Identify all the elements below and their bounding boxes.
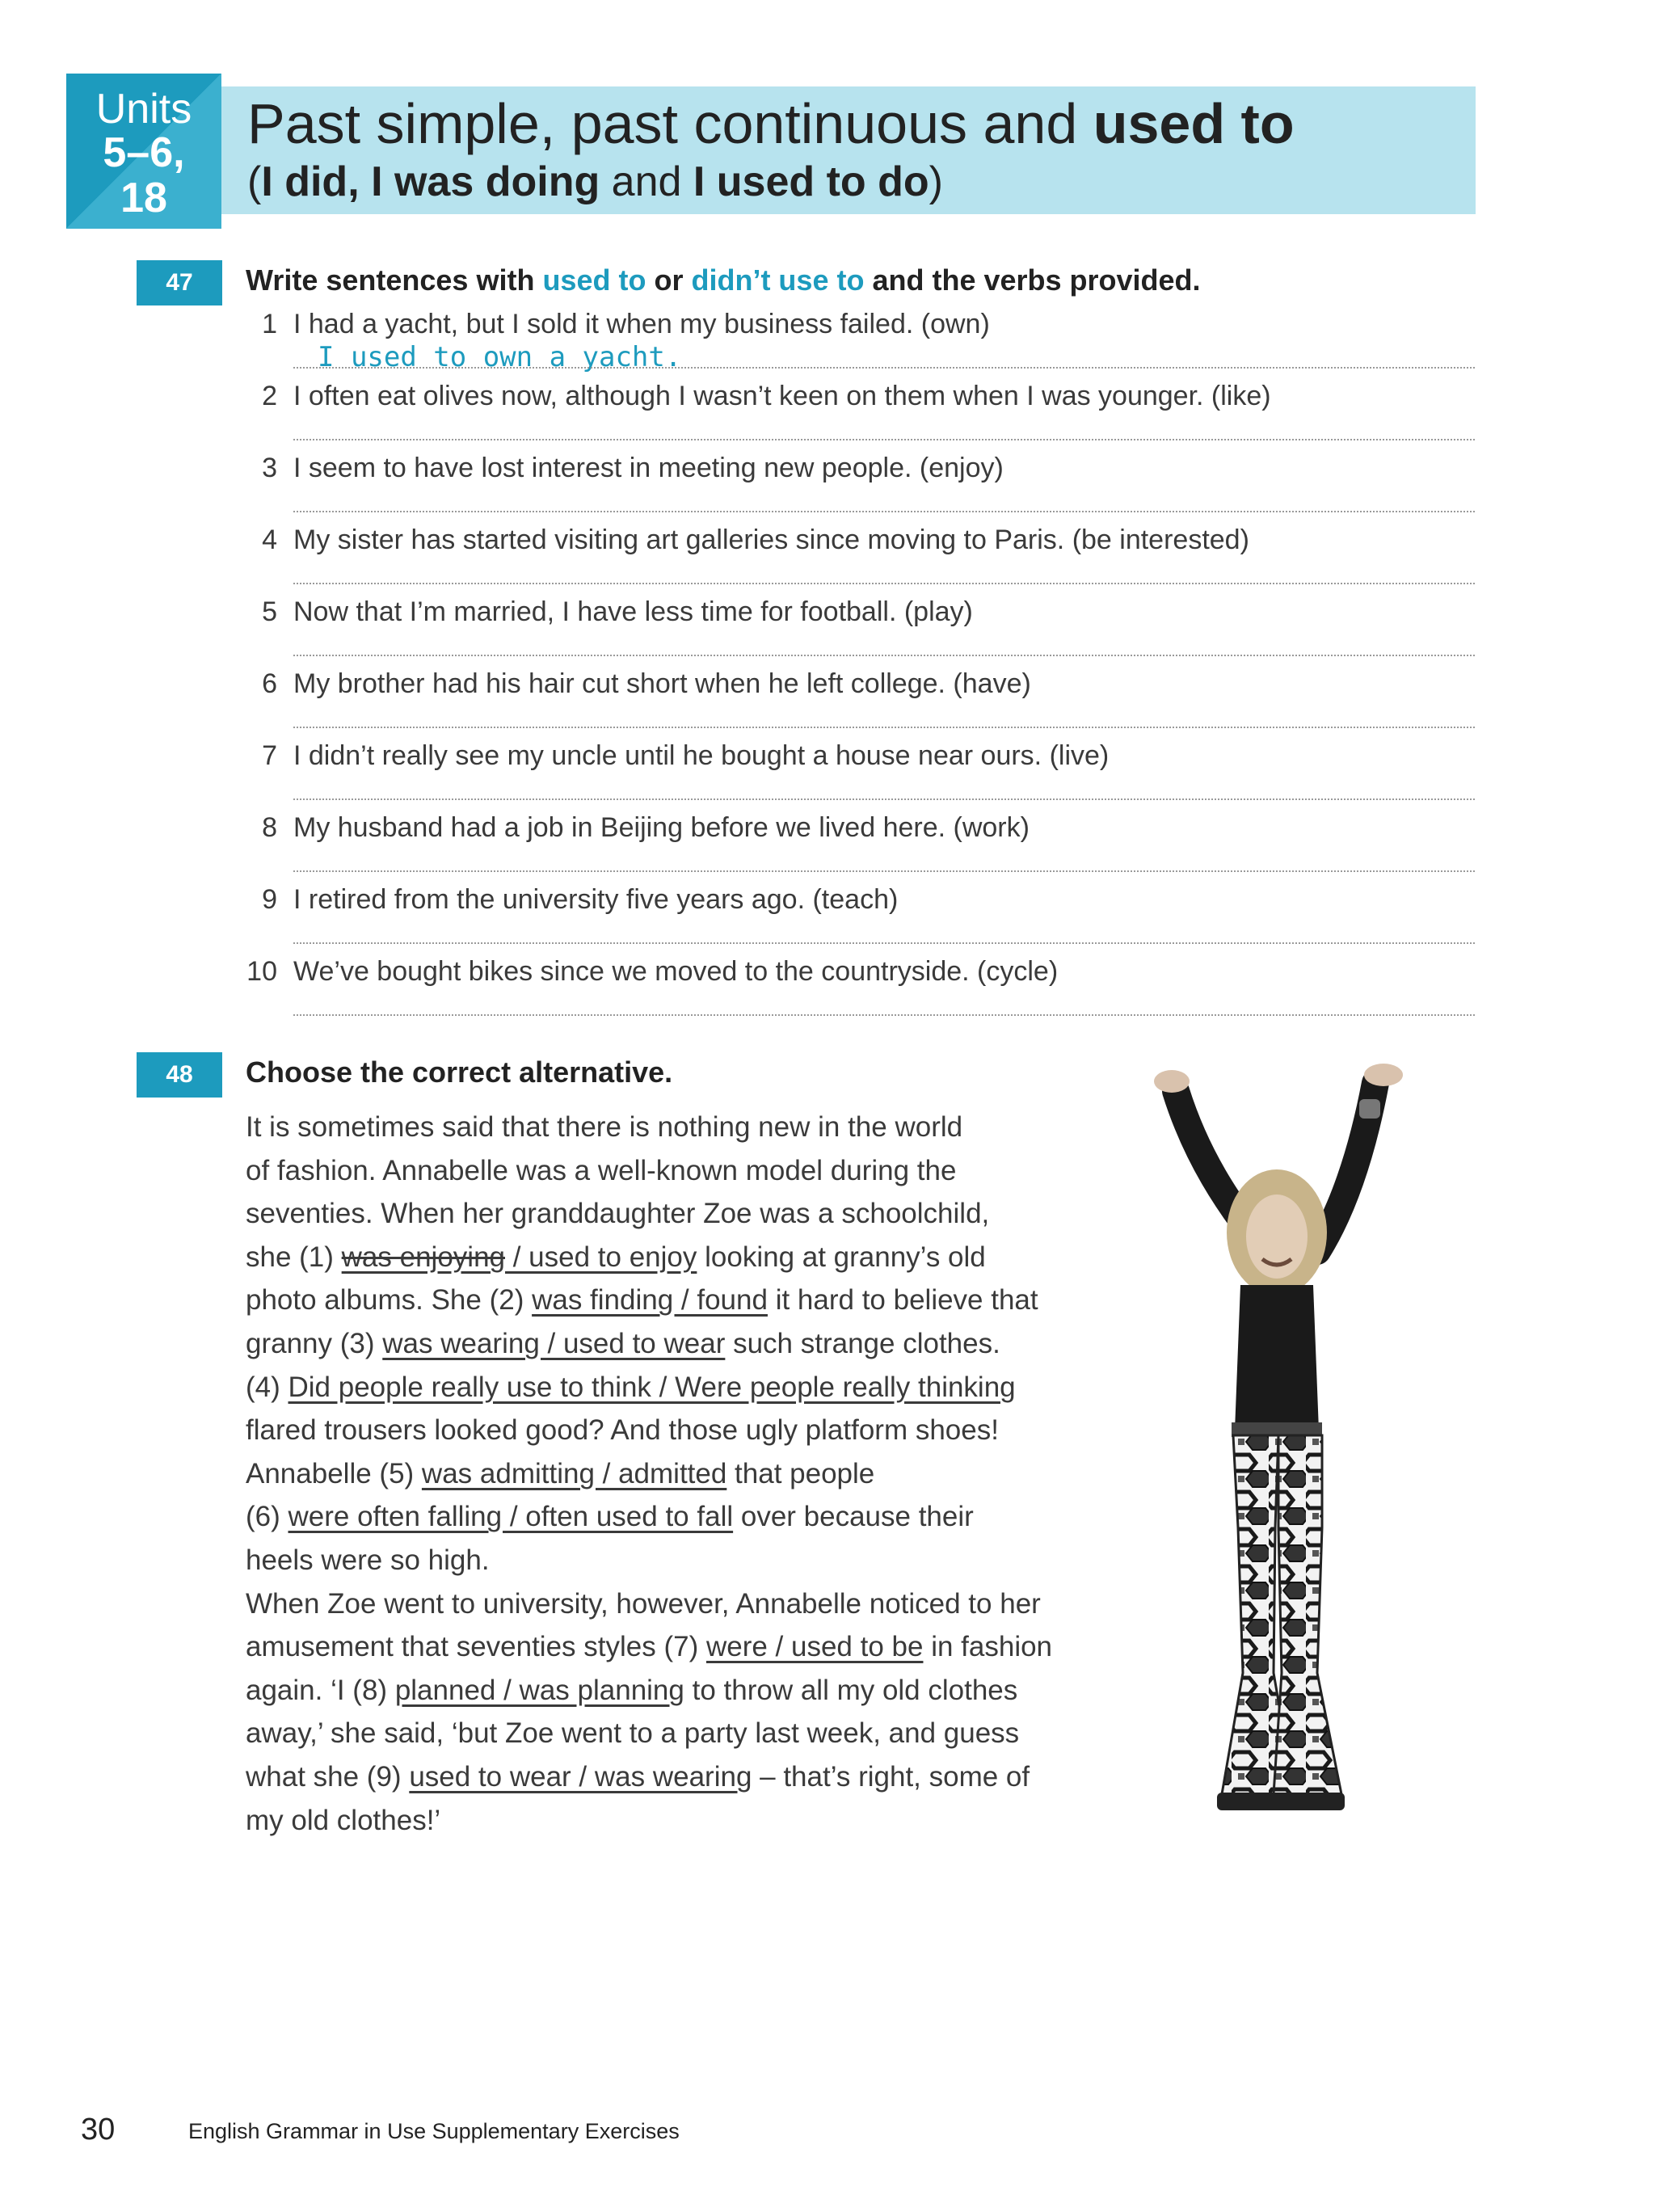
book-title: English Grammar in Use Supplementary Exercises — [188, 2119, 680, 2143]
passage-line — [246, 1755, 1038, 1799]
subtitle-bold-1: I did, I was doing — [261, 158, 600, 205]
units-numbers — [66, 130, 221, 221]
title-band — [221, 86, 1476, 214]
passage-text: in fashion — [923, 1631, 1053, 1663]
passage-text: granny (3) — [246, 1327, 383, 1359]
subtitle-mid: and — [600, 158, 693, 205]
item-prompt: My sister has started visiting art galleries since moving to Paris. (be interested) — [293, 525, 1249, 555]
units-extra: 18 — [120, 175, 167, 221]
item-number: 8 — [262, 812, 277, 843]
passage-text: looking at granny’s old — [697, 1241, 986, 1273]
item-prompt: I seem to have lost interest in meeting new people. (enjoy) — [293, 453, 1004, 483]
passage-line: It is sometimes said that there is nothing new in the world — [246, 1111, 963, 1143]
passage-text: amusement that seventies styles (7) — [246, 1631, 706, 1663]
exercise-47-instruction — [246, 263, 1201, 297]
woman-in-flares-photo — [1083, 1043, 1471, 1835]
passage-line: away,’ she said, ‘but Zoe went to a party last week, and guess — [246, 1717, 1020, 1750]
answer-line[interactable] — [293, 727, 1475, 728]
item-number: 4 — [262, 525, 277, 555]
exercise-item — [246, 309, 1475, 381]
passage-text: it hard to believe that — [767, 1284, 1038, 1317]
passage-line — [246, 1495, 1038, 1539]
exercise-item — [246, 668, 1475, 740]
item-number: 6 — [262, 668, 277, 699]
title-bold: used to — [1093, 92, 1295, 155]
passage-line: heels were so high. — [246, 1544, 490, 1576]
item-prompt: I had a yacht, but I sold it when my business failed. (own) — [293, 309, 990, 339]
passage-text: such strange clothes. — [725, 1327, 1000, 1359]
answer-line[interactable] — [293, 439, 1475, 440]
passage-line — [246, 1322, 1038, 1366]
passage-line — [246, 1279, 1038, 1322]
answer-line[interactable] — [293, 583, 1475, 584]
answer-line[interactable] — [293, 870, 1475, 872]
passage-text: – that’s right, some of — [752, 1760, 1030, 1793]
item-prompt: I didn’t really see my uncle until he bought a house near ours. (live) — [293, 740, 1110, 771]
instr-didnt-use-to: didn’t use to — [691, 263, 865, 297]
instr-text-1: Write sentences with — [246, 263, 543, 297]
passage-line: flared trousers looked good? And those ugly platform shoes! — [246, 1414, 999, 1447]
page-number: 30 — [81, 2113, 116, 2147]
page-subtitle — [247, 158, 943, 206]
units-label: Units — [95, 86, 192, 133]
passage-text: (4) — [246, 1371, 288, 1403]
exercise-48-instruction: Choose the correct alternative. — [246, 1055, 673, 1089]
instr-text-3: and the verbs provided. — [864, 263, 1201, 297]
passage-text: (6) — [246, 1501, 288, 1533]
passage-text: again. ‘I (8) — [246, 1674, 395, 1706]
item-prompt: I often eat olives now, although I wasn’t keen on them when I was younger. (like) — [293, 381, 1271, 411]
passage-line — [246, 1236, 1038, 1279]
passage-line — [246, 1452, 1038, 1496]
passage-line: my old clothes!’ — [246, 1804, 441, 1836]
answer-line[interactable] — [293, 655, 1475, 656]
alternative-2[interactable]: was finding / found — [532, 1284, 768, 1317]
passage-line — [246, 1625, 1053, 1669]
passage-line: When Zoe went to university, however, Annabelle noticed to her — [246, 1587, 1041, 1620]
exercise-48-badge: 48 — [137, 1052, 222, 1098]
answer-line[interactable] — [293, 942, 1475, 944]
passage-line: of fashion. Annabelle was a well-known model during the — [246, 1154, 957, 1186]
exercise-item — [246, 956, 1475, 1028]
alternative-9[interactable]: used to wear / was wearing — [409, 1760, 752, 1793]
alternative-8[interactable]: planned / was planning — [394, 1674, 684, 1706]
item-number: 10 — [246, 956, 277, 987]
item-prompt: Now that I’m married, I have less time for football. (play) — [293, 596, 973, 627]
passage-text: over because their — [733, 1501, 974, 1533]
answer-line[interactable] — [293, 798, 1475, 800]
exercise-item — [246, 812, 1475, 884]
option-text: / used to enjoy — [505, 1241, 697, 1273]
alternative-3[interactable]: was wearing / used to wear — [382, 1327, 726, 1359]
exercise-item — [246, 381, 1475, 453]
alternative-1[interactable] — [342, 1241, 697, 1273]
passage-text: that people — [726, 1457, 875, 1489]
subtitle-open: ( — [247, 158, 262, 205]
exercise-item — [246, 525, 1475, 596]
item-prompt: My brother had his hair cut short when he left college. (have) — [293, 668, 1031, 699]
item-number: 9 — [262, 884, 277, 915]
exercise-item — [246, 740, 1475, 812]
title-plain: Past simple, past continuous and — [247, 92, 1093, 155]
units-range: 5–6, — [103, 129, 185, 176]
alternative-7[interactable]: were / used to be — [705, 1631, 924, 1663]
item-number: 3 — [262, 453, 277, 483]
instr-used-to: used to — [542, 263, 646, 297]
handwritten-answer: I used to own a yacht. — [318, 341, 682, 373]
answer-line[interactable] — [293, 511, 1475, 512]
passage-text: to throw all my old clothes — [684, 1674, 1018, 1706]
passage-text: she (1) — [246, 1241, 342, 1273]
passage-line — [246, 1366, 1038, 1409]
alternative-4[interactable]: Did people really use to think / Were people really thinking — [288, 1371, 1016, 1403]
item-prompt: We’ve bought bikes since we moved to the countryside. (cycle) — [293, 956, 1059, 987]
item-number: 1 — [262, 309, 277, 339]
alternative-6[interactable]: were often falling / often used to fall — [288, 1501, 734, 1533]
passage-text: Annabelle (5) — [246, 1457, 422, 1489]
exercise-48-passage — [246, 1106, 1053, 1842]
item-prompt: My husband had a job in Beijing before we lived here. (work) — [293, 812, 1030, 843]
exercise-item — [246, 884, 1475, 956]
answer-line[interactable] — [293, 367, 1475, 369]
item-number: 7 — [262, 740, 277, 771]
exercise-47-badge: 47 — [137, 260, 222, 305]
passage-line — [246, 1669, 1038, 1713]
item-prompt: I retired from the university five years ago. (teach) — [293, 884, 899, 915]
instr-text-2: or — [646, 263, 692, 297]
item-number: 2 — [262, 381, 277, 411]
answer-line[interactable] — [293, 1014, 1475, 1016]
page-title — [247, 91, 1295, 156]
alternative-5[interactable]: was admitting / admitted — [421, 1457, 727, 1489]
passage-line: seventies. When her granddaughter Zoe was a schoolchild, — [246, 1198, 990, 1230]
exercise-item — [246, 596, 1475, 668]
passage-text: what she (9) — [246, 1760, 410, 1793]
subtitle-close: ) — [929, 158, 943, 205]
item-number: 5 — [262, 596, 277, 627]
units-badge — [66, 74, 221, 229]
crossed-out-option: was enjoying — [341, 1241, 505, 1273]
subtitle-bold-2: I used to do — [693, 158, 929, 205]
passage-text: photo albums. She (2) — [246, 1284, 533, 1317]
exercise-item — [246, 453, 1475, 525]
